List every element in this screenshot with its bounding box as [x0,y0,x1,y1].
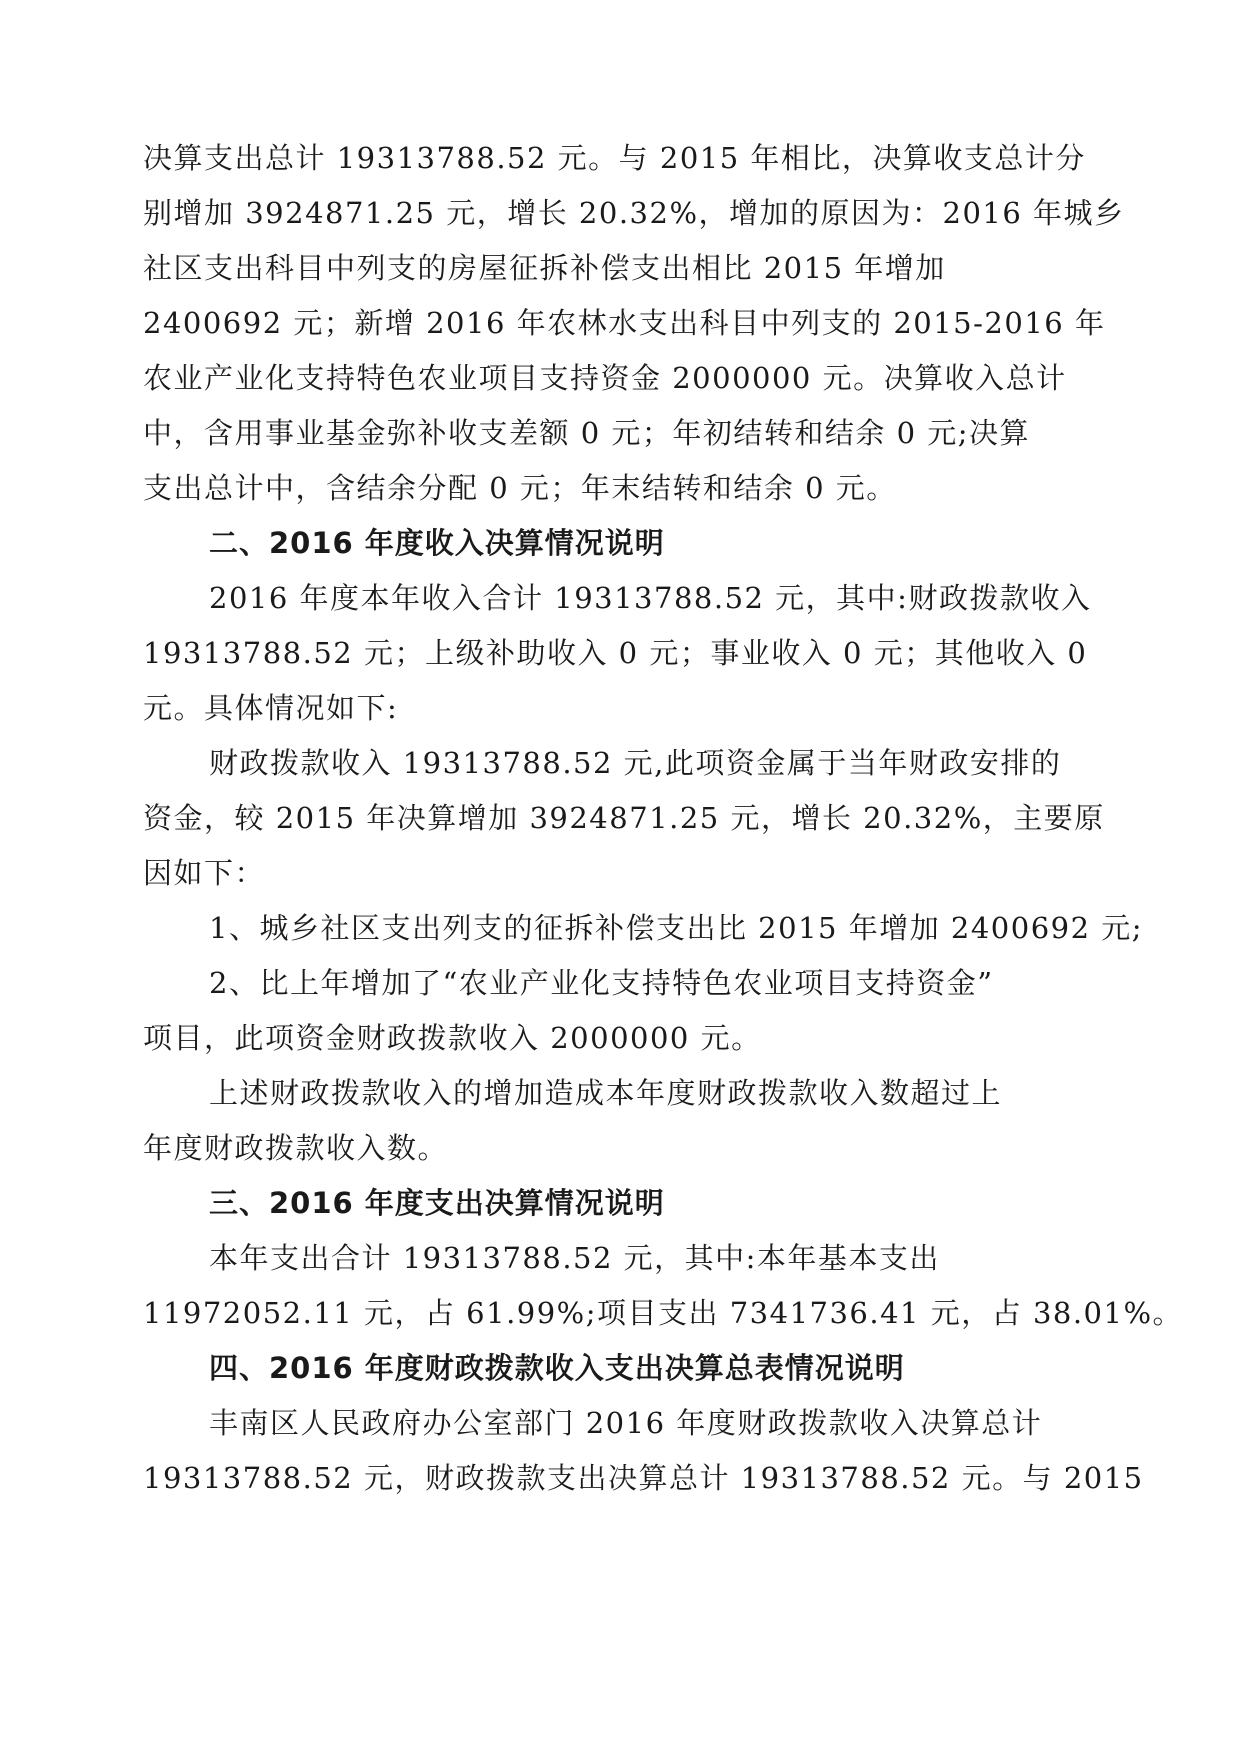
paragraph-line: 本年支出合计 19313788.52 元，其中:本年基本支出 [209,1241,940,1275]
paragraph-line: 别增加 3924871.25 元，增长 20.32%，增加的原因为：2016 年城乡 [143,196,1125,230]
section-heading-2: 二、2016 年度收入决算情况说明 [209,526,665,560]
paragraph-line: 上述财政拨款收入的增加造成本年度财政拨款收入数超过上 [209,1076,1003,1110]
paragraph-line: 农业产业化支持特色农业项目支持资金 2000000 元。决算收入总计 [143,361,1067,395]
paragraph-line: 决算支出总计 19313788.52 元。与 2015 年相比，决算收支总计分 [143,141,1086,175]
paragraph-line: 资金，较 2015 年决算增加 3924871.25 元，增长 20.32%，主要原 [143,801,1105,835]
list-item: 2、比上年增加了“农业产业化支持特色农业项目支持资金” [209,966,994,1000]
paragraph-line: 2400692 元；新增 2016 年农林水支出科目中列支的 2015-2016 年 [143,306,1106,340]
section-heading-3: 三、2016 年度支出决算情况说明 [209,1186,665,1220]
list-item: 1、城乡社区支出列支的征拆补偿支出比 2015 年增加 2400692 元; [209,911,1144,945]
paragraph-line: 19313788.52 元；上级补助收入 0 元；事业收入 0 元；其他收入 0 [143,636,1088,670]
paragraph-line: 元。具体情况如下: [143,691,399,725]
paragraph-line: 财政拨款收入 19313788.52 元,此项资金属于当年财政安排的 [209,746,1062,780]
paragraph-line: 丰南区人民政府办公室部门 2016 年度财政拨款收入决算总计 [209,1406,1043,1440]
paragraph-line: 社区支出科目中列支的房屋征拆补偿支出相比 2015 年增加 [143,251,946,285]
section-heading-4: 四、2016 年度财政拨款收入支出决算总表情况说明 [209,1351,905,1385]
paragraph-line: 11972052.11 元，占 61.99%;项目支出 7341736.41 元，占 38.01%。 [143,1296,1184,1330]
paragraph-line: 中，含用事业基金弥补收支差额 0 元；年初结转和结余 0 元;决算 [143,416,1031,450]
paragraph-line: 19313788.52 元，财政拨款支出决算总计 19313788.52 元。与 2015 [143,1461,1144,1495]
paragraph-line: 支出总计中，含结余分配 0 元；年末结转和结余 0 元。 [143,471,897,505]
paragraph-line: 年度财政拨款收入数。 [143,1131,449,1165]
paragraph-line: 项目，此项资金财政拨款收入 2000000 元。 [143,1021,762,1055]
paragraph-line: 因如下： [143,856,266,890]
paragraph-line: 2016 年度本年收入合计 19313788.52 元，其中:财政拨款收入 [209,581,1092,615]
